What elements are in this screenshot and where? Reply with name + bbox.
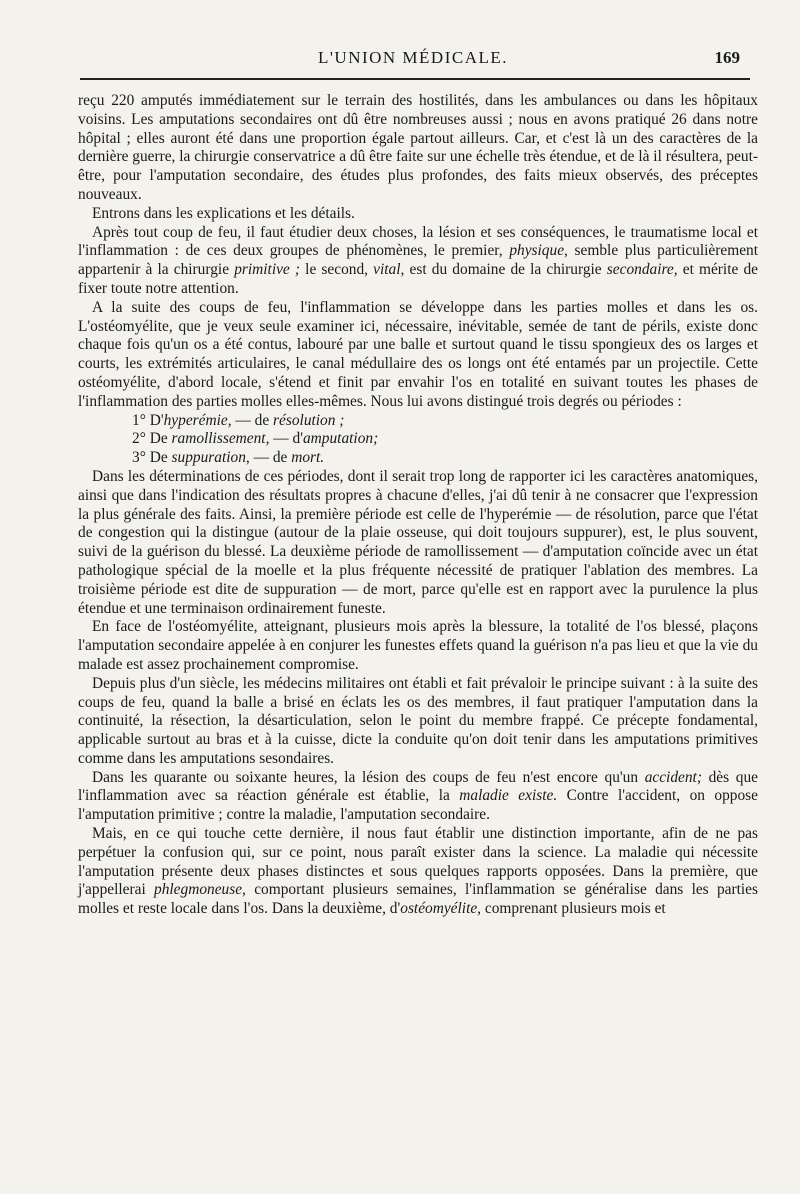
italic-term: phlegmoneuse,: [154, 881, 246, 899]
italic-term: accident;: [644, 768, 702, 786]
italic-term: ostéomyélite,: [400, 900, 482, 918]
italic-term: ramollissement,: [171, 430, 270, 448]
text-run: comprenant plusieurs mois et: [481, 900, 666, 918]
text-run: — d': [269, 430, 303, 448]
text-run: En face de l'ostéomyélite, atteignant, plusieurs mois après la blessure, la totalité de l'os blessé, plaçons l'amputation secondaire appelée à en conjurer les funestes effets quand la guérison n'a pas lieu et que la vie du malade est assez prochainement compromise.: [78, 618, 758, 673]
header-rule: [80, 78, 750, 80]
text-run: le second,: [300, 261, 374, 279]
text-run: semble plus particulièrement appartenir à la chirurgie: [78, 242, 758, 279]
italic-term: primitive ;: [234, 261, 301, 279]
running-title: L'UNION MÉDICALE.: [317, 48, 509, 67]
paragraph-4: [78, 299, 758, 412]
list-item: [78, 430, 758, 449]
list-number: 3°: [132, 449, 146, 467]
text-run: est du domaine de la chirurgie: [404, 261, 607, 279]
italic-term: amputation;: [302, 430, 379, 448]
paragraph-6: [78, 618, 758, 674]
paragraph-2: [78, 205, 758, 224]
text-run: Dans les déterminations de ces périodes, dont il serait trop long de rapporter ici les caractères anatomiques, ainsi que dans l'indication des résultats propres à chacune d'elles, j'ai dû tenir à ne consacrer que l'expression la plus générale des faits. Ainsi, la première période est celle de l'hyperémie — de résolution, parce que l'état de congestion qui la distingue (autour de la plaie osseuse, qui doit toujours suppurer), est, le plus souvent, suivi de la guérison du blessé. La deuxième période de ramollissement — d'amputation coïncide avec un état pathologique spécial de la moelle et la plus fréquente nécessité de pratiquer l'ablation des membres. La troisième période est dite de suppuration — de mort, parce qu'elle est en rapport avec la purulence la plus étendue et une terminaison ordinairement funeste.: [78, 467, 758, 617]
paragraph-3: [78, 224, 758, 299]
paragraph-7: [78, 675, 758, 769]
paragraph-5: [78, 468, 758, 618]
text-run: dès que l'inflammation avec sa réaction générale est établie, la: [78, 768, 758, 805]
italic-term: maladie existe.: [459, 787, 558, 805]
text-run: Depuis plus d'un siècle, les médecins militaires ont établi et fait prévaloir le principe suivant : à la suite des coups de feu, quand la balle a brisé en éclats les os des membres, il faut pratiquer l'amputation dans la continuité, la résection, la désarticulation, selon le point du membre frappé. Ce précepte fondamental, applicable surtout au bras et à la cuisse, dicte la conduite qu'on doit tenir dans les amputations primitives comme dans les amputations sesondaires.: [78, 674, 758, 767]
text-run: De: [145, 449, 172, 467]
text-run: Entrons dans les explications et les détails.: [92, 204, 355, 222]
list-number: 2°: [132, 430, 146, 448]
paragraph-8: [78, 769, 758, 825]
italic-term: physique,: [509, 242, 568, 260]
text-run: A la suite des coups de feu, l'inflammation se développe dans les parties molles et dans les os. L'ostéomyélite, que je veux seule examiner ici, nécessaire, inévitable, semée de tant de périls, existe donc chaque fois qu'un os a été contus, labouré par une balle et surtout quand le tissu spongieux des os larges et courts, les extrémités articulaires, le canal médullaire des os longs ont été entamés par un projectile. Cette ostéomyélite, d'abord locale, s'étend et finit par envahir l'os en totalité en suivant toutes les phases de l'inflammation des parties molles elles-mêmes. Nous lui avons distingué trois degrés ou périodes :: [78, 298, 758, 410]
list-number: 1°: [132, 411, 146, 429]
text-run: Après tout coup de feu, il faut étudier deux choses, la lésion et ses conséquences, le traumatisme local et l'inflammation : de ces deux groupes de phénomènes, le premier,: [78, 223, 758, 260]
text-run: Contre l'accident, on oppose l'amputation primitive ; contre la maladie, l'amputation secondaire.: [78, 787, 758, 824]
list-item: [78, 449, 758, 468]
body-text: [78, 92, 758, 919]
page-number: 169: [714, 48, 740, 67]
italic-term: mort.: [291, 449, 325, 467]
text-run: — de: [231, 411, 274, 429]
list-item: [78, 412, 758, 431]
text-run: Mais, en ce qui touche cette dernière, il nous faut établir une distinction importante, afin de ne pas perpétuer la confusion qui, sur ce point, nous paraît exister dans la science. La maladie qui nécessite l'amputation présente deux phases distinctes et sous quelques rapports opposées. Dans la première, que j'appellerai: [78, 825, 758, 899]
italic-term: suppuration,: [171, 449, 250, 467]
italic-term: résolution ;: [273, 411, 345, 429]
text-run: comportant plusieurs semaines, l'inflammation se généralise dans les parties molles et reste locale dans l'os. Dans la deuxième, d': [78, 881, 758, 918]
text-run: Dans les quarante ou soixante heures, la lésion des coups de feu n'est encore qu'un: [92, 768, 645, 786]
text-run: De: [145, 430, 172, 448]
italic-term: secondaire,: [606, 261, 678, 279]
italic-term: hyperémie,: [163, 411, 232, 429]
paragraph-9: [78, 825, 758, 919]
paragraph-1: [78, 92, 758, 205]
text-run: — de: [249, 449, 292, 467]
text-run: D': [145, 411, 164, 429]
periods-list: [78, 412, 758, 468]
page-header: [78, 48, 748, 76]
text-run: et mérite de fixer toute notre attention.: [78, 261, 758, 297]
italic-term: vital,: [373, 261, 405, 279]
text-run: reçu 220 amputés immédiatement sur le terrain des hostilités, dans les ambulances ou dans les hôpitaux voisins. Les amputations secondaires ont dû être nombreuses aussi ; nous en avons pratiqué 26 dans notre hôpital ; elles auront été dans une proportion égale partout ailleurs. Car, et c'est là un des caractères de la dernière guerre, la chirurgie conservatrice a dû être faite sur une échelle très étendue, et de là il résultera, peut-être, pour l'amputation secondaire, des études plus profondes, des faits mieux observés, des préceptes nouveaux.: [78, 92, 758, 203]
